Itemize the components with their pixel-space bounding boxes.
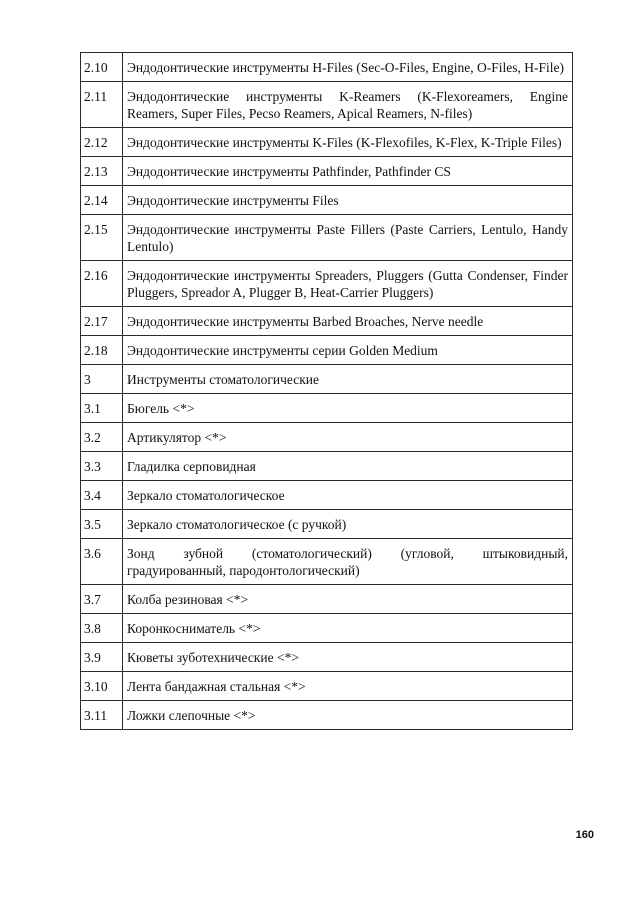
row-name: Зеркало стоматологическое: [123, 481, 573, 510]
row-name: Кюветы зуботехнические <*>: [123, 643, 573, 672]
table-row: [81, 53, 573, 82]
row-name: Эндодонтические инструменты K-Files (K-Flexofiles, K-Flex, K-Triple Files): [123, 128, 573, 157]
row-name: Коронкосниматель <*>: [123, 614, 573, 643]
row-name: Эндодонтические инструменты Barbed Broaches, Nerve needle: [123, 307, 573, 336]
table-row: [81, 82, 573, 128]
row-name: Эндодонтические инструменты Spreaders, Pluggers (Gutta Condenser, Finder Pluggers, Spreador A, Plugger B, Heat-Carrier Pluggers): [123, 261, 573, 307]
row-number: 3.7: [81, 585, 123, 614]
table-row: [81, 336, 573, 365]
row-name: Эндодонтические инструменты K-Reamers (K-Flexoreamers, Engine Reamers, Super Files, Pecso Reamers, Apical Reamers, N-files): [123, 82, 573, 128]
row-name: Гладилка серповидная: [123, 452, 573, 481]
row-number: 2.10: [81, 53, 123, 82]
row-number: 3: [81, 365, 123, 394]
row-name: Зонд зубной (стоматологический) (угловой, штыковидный, градуированный, пародонтологический): [123, 539, 573, 585]
row-number: 2.17: [81, 307, 123, 336]
table-row: [81, 394, 573, 423]
row-number: 2.11: [81, 82, 123, 128]
row-number: 3.2: [81, 423, 123, 452]
table-row: [81, 215, 573, 261]
instruments-table: [80, 52, 573, 730]
table-row: [81, 672, 573, 701]
table-row: [81, 701, 573, 730]
row-number: 2.13: [81, 157, 123, 186]
table-row: [81, 481, 573, 510]
table-row: [81, 539, 573, 585]
row-number: 3.11: [81, 701, 123, 730]
row-number: 2.15: [81, 215, 123, 261]
row-name: Ложки слепочные <*>: [123, 701, 573, 730]
row-name: Лента бандажная стальная <*>: [123, 672, 573, 701]
row-number: 2.14: [81, 186, 123, 215]
table-row: [81, 261, 573, 307]
row-number: 3.5: [81, 510, 123, 539]
table-row: [81, 452, 573, 481]
row-number: 3.8: [81, 614, 123, 643]
table-row: [81, 128, 573, 157]
row-name: Эндодонтические инструменты Pathfinder, Pathfinder CS: [123, 157, 573, 186]
row-number: 3.3: [81, 452, 123, 481]
row-name: Эндодонтические инструменты серии Golden Medium: [123, 336, 573, 365]
page-number: 160: [575, 829, 594, 841]
row-name: Эндодонтические инструменты Files: [123, 186, 573, 215]
table-row: [81, 510, 573, 539]
table-row: [81, 614, 573, 643]
row-number: 3.10: [81, 672, 123, 701]
row-name: Эндодонтические инструменты Paste Fillers (Paste Carriers, Lentulo, Handy Lentulo): [123, 215, 573, 261]
row-number: 3.4: [81, 481, 123, 510]
table-row: [81, 423, 573, 452]
table-row: [81, 643, 573, 672]
table-row: [81, 585, 573, 614]
row-name: Эндодонтические инструменты H-Files (Sec-O-Files, Engine, O-Files, H-File): [123, 53, 573, 82]
table-row: [81, 186, 573, 215]
row-number: 2.12: [81, 128, 123, 157]
row-name: Бюгель <*>: [123, 394, 573, 423]
row-number: 2.16: [81, 261, 123, 307]
row-name: Артикулятор <*>: [123, 423, 573, 452]
row-number: 3.6: [81, 539, 123, 585]
row-number: 3.1: [81, 394, 123, 423]
row-name: Зеркало стоматологическое (с ручкой): [123, 510, 573, 539]
table-row: [81, 157, 573, 186]
table-row: [81, 365, 573, 394]
row-name: Инструменты стоматологические: [123, 365, 573, 394]
row-number: 3.9: [81, 643, 123, 672]
row-name: Колба резиновая <*>: [123, 585, 573, 614]
row-number: 2.18: [81, 336, 123, 365]
table-row: [81, 307, 573, 336]
